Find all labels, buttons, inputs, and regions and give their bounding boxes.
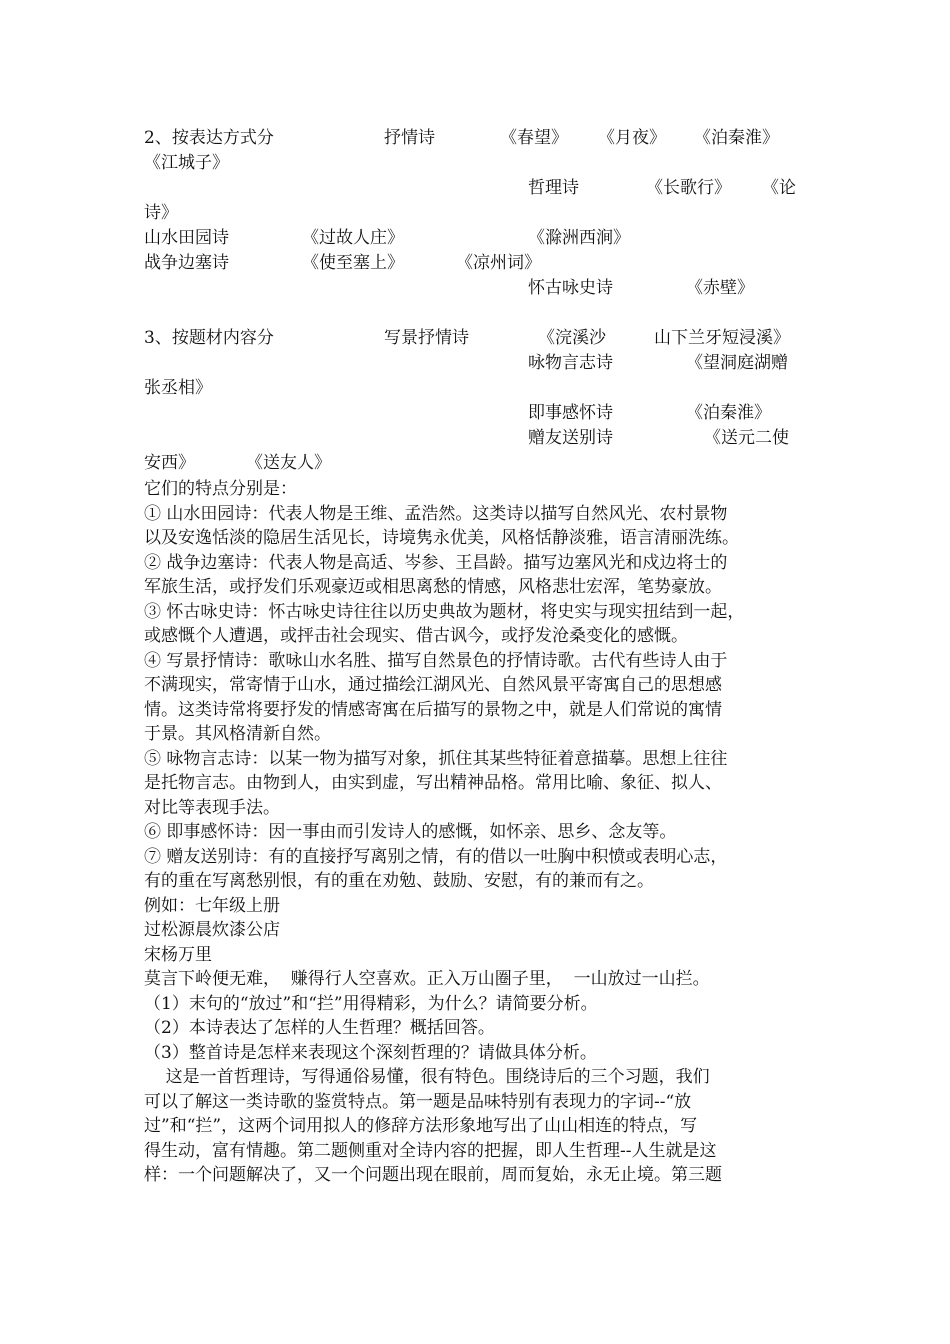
philo-label: 哲理诗: [528, 178, 579, 198]
farewell-work: 《送元二使: [704, 428, 789, 448]
analysis-line: 得生动，富有情趣。第二题侧重对全诗内容的把握，即人生哲理--人生就是这: [144, 1140, 717, 1161]
history-work: 《赤壁》: [686, 278, 754, 298]
analysis-line: 这是一首哲理诗，写得通俗易懂，很有特色。围绕诗后的三个习题，我们: [144, 1067, 710, 1087]
lyric-work-cont: 《江城子》: [144, 153, 229, 173]
lyric-work: 《泊秦淮》: [694, 128, 779, 148]
poem-text: 莫言下岭便无难， 赚得行人空喜欢。正入万山圈子里， 一山放过一山拦。: [144, 969, 710, 989]
body-line: 或感慨个人遭遇，或抨击社会现实、借古讽今，或抒发沧桑变化的感慨。: [144, 626, 688, 646]
object-work: 《望洞庭湖赠: [686, 353, 788, 373]
landscape-label: 山水田园诗: [144, 228, 229, 248]
body-line: 是托物言志。由物到人，由实到虚，写出精神品格。常用比喻、象征、拟人、: [144, 773, 722, 793]
example-heading: 例如：七年级上册: [144, 895, 280, 916]
scene-label: 写景抒情诗: [384, 328, 469, 348]
body-text: [144, 477, 804, 1188]
body-line: 不满现实，常寄情于山水，通过描绘江湖风光、自然风景平寄寓自己的思想感: [144, 675, 722, 695]
farewell-work-cont: 《送友人》: [246, 453, 331, 473]
lyric-label: 抒情诗: [384, 128, 435, 148]
body-line: ⑦ 赠友送别诗：有的直接抒写离别之情，有的借以一吐胸中积愤或表明心志，: [144, 846, 728, 867]
landscape-work: 《滁洲西涧》: [528, 228, 630, 248]
object-label: 咏物言志诗: [528, 353, 613, 373]
poem-title: 过松源晨炊漆公店: [144, 920, 280, 940]
philo-work: 《长歌行》: [646, 178, 731, 198]
question: （3）整首诗是怎样来表现这个深刻哲理的？请做具体分析。: [144, 1042, 597, 1063]
event-work: 《泊秦淮》: [686, 403, 771, 423]
body-line: 于景。其风格清新自然。: [144, 724, 331, 744]
analysis-line: 过”和“拦”，这两个词用拟人的修辞方法形象地写出了山山相连的特点，写: [144, 1116, 698, 1136]
poem-author: 宋杨万里: [144, 944, 212, 965]
body-line: ⑤ 咏物言志诗：以某一物为描写对象，抓住其某些特征着意描摹。思想上往往: [144, 748, 728, 769]
frontier-work: 《凉州词》: [456, 253, 541, 273]
body-line: ② 战争边塞诗：代表人物是高适、岑参、王昌龄。描写边塞风光和戍边将士的: [144, 552, 728, 573]
question: （1）末句的“放过”和“拦”用得精彩，为什么？请简要分析。: [144, 993, 598, 1014]
farewell-label: 赠友送别诗: [528, 428, 613, 448]
philo-work: 《论: [762, 178, 796, 198]
body-line: ④ 写景抒情诗：歌咏山水名胜、描写自然景色的抒情诗歌。古代有些诗人由于: [144, 650, 728, 671]
body-line: 对比等表现手法。: [144, 797, 280, 818]
landscape-work: 《过故人庄》: [302, 228, 404, 248]
analysis-line: 样：一个问题解决了，又一个问题出现在眼前，周而复始，永无止境。第三题: [144, 1165, 722, 1185]
philo-work-cont: 诗》: [144, 203, 178, 223]
body-line: ① 山水田园诗：代表人物是王维、孟浩然。这类诗以描写自然风光、农村景物: [144, 503, 728, 524]
lyric-work: 《春望》: [500, 128, 568, 148]
farewell-work-cont: 安西》: [144, 453, 195, 473]
section2-heading: 2、按表达方式分: [144, 128, 274, 148]
body-line: 以及安逸恬淡的隐居生活见长，诗境隽永优美，风格恬静淡雅，语言清丽洗练。: [144, 528, 739, 548]
question: （2）本诗表达了怎样的人生哲理？概括回答。: [144, 1018, 495, 1038]
body-line: 情。这类诗常将要抒发的情感寄寓在后描写的景物之中，就是人们常说的寓情: [144, 699, 722, 720]
event-label: 即事感怀诗: [528, 403, 613, 423]
history-label: 怀古咏史诗: [528, 278, 613, 298]
object-work-cont: 张丞相》: [144, 378, 212, 398]
frontier-label: 战争边塞诗: [144, 253, 229, 273]
analysis-line: 可以了解这一类诗歌的鉴赏特点。第一题是品味特别有表现力的字词--“放: [144, 1091, 692, 1112]
scene-work: 《浣溪沙: [538, 328, 606, 348]
body-line: 军旅生活，或抒发们乐观豪迈或相思离愁的情感，风格悲壮宏浑，笔势豪放。: [144, 577, 722, 597]
lyric-work: 《月夜》: [598, 128, 666, 148]
body-line: 有的重在写离愁别恨，有的重在劝勉、鼓励、安慰，有的兼而有之。: [144, 871, 654, 891]
body-line: ③ 怀古咏史诗：怀古咏史诗往往以历史典故为题材，将史实与现实扭结到一起，: [144, 601, 745, 622]
frontier-work: 《使至塞上》: [302, 253, 404, 273]
body-line: ⑥ 即事感怀诗：因一事由而引发诗人的感慨，如怀亲、思乡、念友等。: [144, 822, 677, 842]
scene-work: 山下兰牙短浸溪》: [654, 328, 790, 348]
body-line: 它们的特点分别是：: [144, 479, 297, 499]
section3-heading: 3、按题材内容分: [144, 328, 274, 348]
